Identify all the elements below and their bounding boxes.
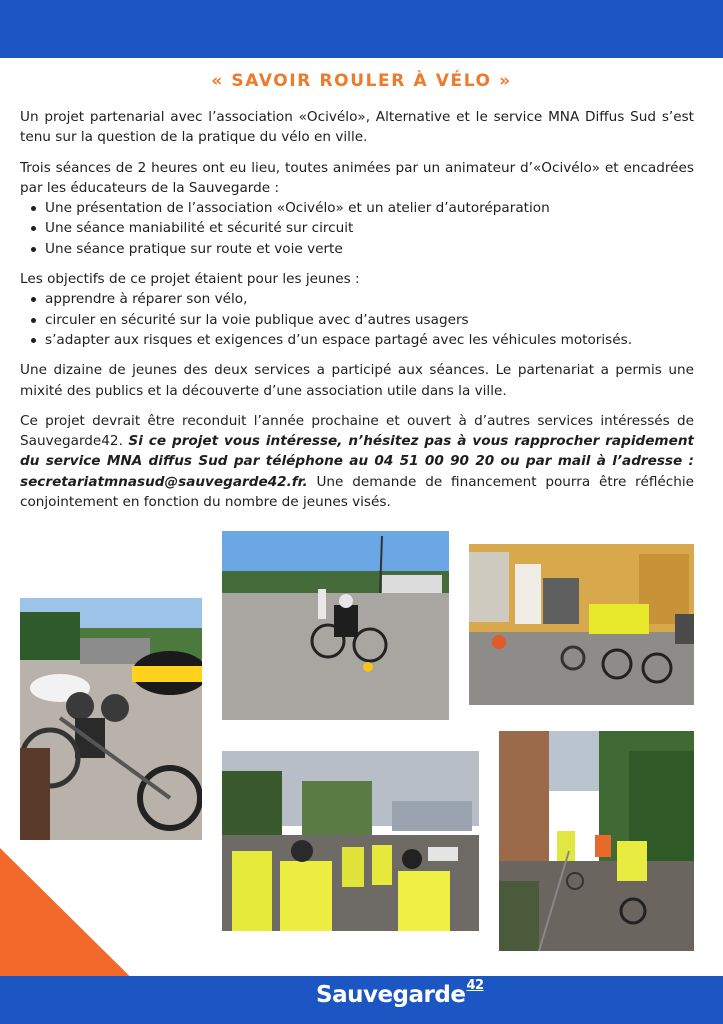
photo-group-road — [222, 751, 479, 931]
photo-greenway — [499, 731, 694, 951]
list-item: s’adapter aux risques et exigences d’un espace partagé avec les véhicules motorisés. — [20, 330, 694, 350]
paragraph-participation: Une dizaine de jeunes des deux services a participé aux séances. Le partenariat a permis une mixité des publics et la découverte d’une association utile dans la ville. — [20, 362, 694, 399]
contact-text-start: Ce projet devrait être reconduit l’année prochaine et ouvert à d’autres services intéressés de Sauvegarde42. — [20, 412, 694, 450]
list-item: apprendre à réparer son vélo, — [20, 289, 694, 309]
contact-text-end: Une demande de financement pourra être réfléchie conjointement en fonction du nombre de jeunes visés. — [20, 473, 694, 511]
logo-number: 42 — [466, 978, 484, 994]
contact-highlight: Si ce projet vous intéresse, n’hésitez pas à vous rapprocher rapidement du service MNA diffus Sud par téléphone au 04 51 00 90 20 ou par mail à l’adresse : secretariatmnasud@sauvegarde42.fr. — [20, 433, 694, 490]
photo-group-garage — [469, 544, 694, 705]
sessions-list — [20, 198, 694, 259]
paragraph-sessions: Trois séances de 2 heures ont eu lieu, toutes animées par un animateur d’«Ocivélo» et encadrées par les éducateurs de la Sauvegarde : — [20, 159, 694, 196]
list-item: Une présentation de l’association «Ocivélo» et un atelier d’autoréparation — [20, 198, 694, 218]
paragraph-intro: Un projet partenarial avec l’association «Ocivélo», Alternative et le service MNA Diffus Sud s’est tenu sur la question de la pratique du vélo en ville. — [20, 109, 694, 146]
article-body — [20, 107, 694, 522]
photo-parking-lot-rider — [222, 531, 449, 720]
photo-repair-workshop — [20, 598, 202, 840]
objectives-list — [20, 289, 694, 350]
page-title: « SAVOIR ROULER À VÉLO » — [211, 71, 512, 91]
paragraph-objectives: Les objectifs de ce projet étaient pour les jeunes : — [20, 271, 360, 288]
list-item: Une séance pratique sur route et voie verte — [20, 239, 694, 259]
list-item: Une séance maniabilité et sécurité sur circuit — [20, 218, 694, 238]
sauvegarde-logo — [316, 978, 484, 1008]
paragraph-contact — [20, 411, 694, 512]
list-item: circuler en sécurité sur la voie publique avec d’autres usagers — [20, 310, 694, 330]
header-band — [0, 0, 723, 58]
logo-name: Sauvegarde — [316, 982, 466, 1008]
